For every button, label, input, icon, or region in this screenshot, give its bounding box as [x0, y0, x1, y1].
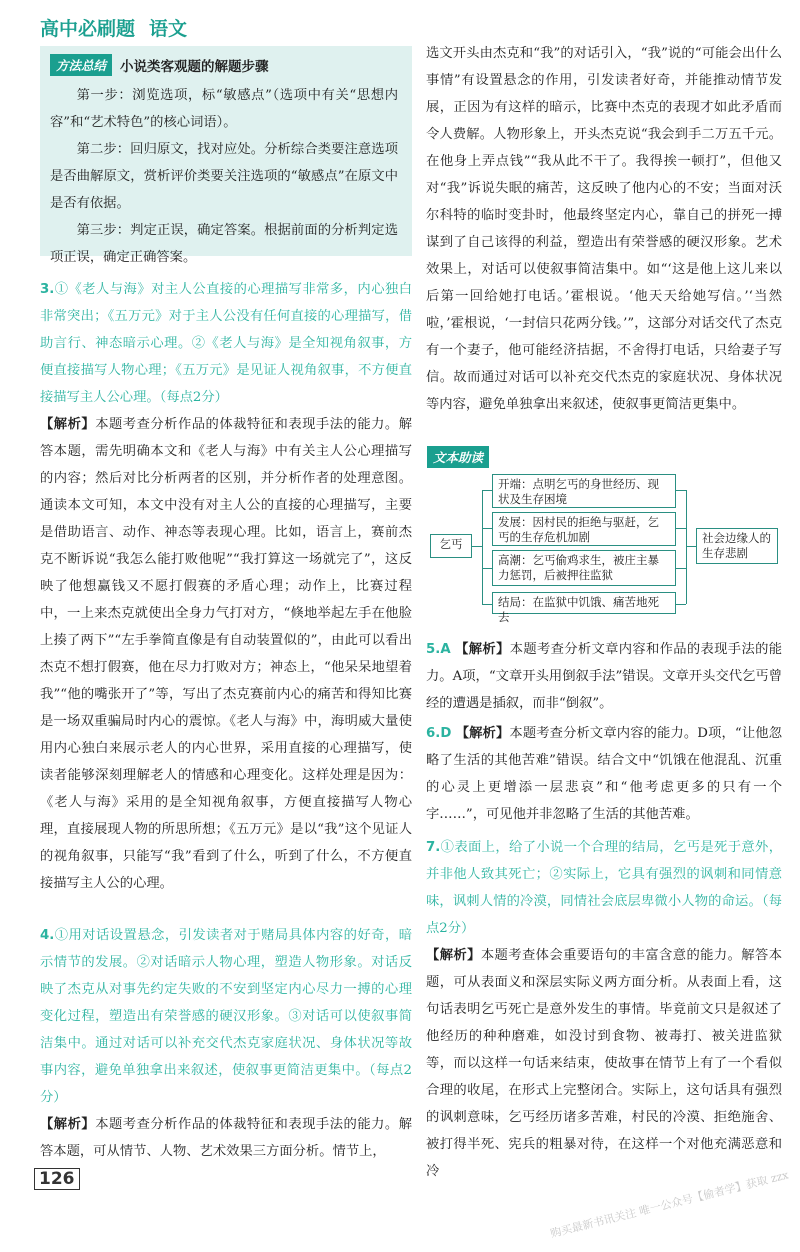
question-7 — [426, 834, 782, 1185]
subject-label: 语文 — [149, 18, 188, 40]
question-5 — [426, 636, 782, 717]
page-header — [40, 14, 420, 44]
method-summary-title: 小说类客观题的解题步骤 — [120, 59, 269, 75]
page-number: 126 — [34, 1168, 80, 1190]
analysis-label: 【解析】 — [40, 417, 96, 432]
analysis-text: 本题考查分析文章内容的能力。D项，“让他忽略了生活的其他苦难”错误。结合文中“饥饿在他混乱、沉重的心灵上更增添一层悲哀”和“他考虑更多的只有一个字……”，可见他并非忽略了生活的其他苦难。 — [426, 726, 782, 822]
question-number: 6. — [426, 726, 441, 741]
watermark: 购买最新书讯关注 唯一公众号【偷者学】获取 zzx — [549, 1168, 790, 1241]
question-4 — [40, 922, 412, 1165]
answer-text: ①用对话设置悬念，引发读者对于赌局具体内容的好奇，暗示情节的发展。②对话暗示人物心理，塑造人物形象。对话反映了杰克从对事先约定失败的不安到坚定内心尽力一搏的心理变化过程，塑造出有荣誉感的硬汉形象。③对话可以使叙事简洁集中。通过对话可以补充交代杰克家庭状况、身体状况等故事内容，避免单独拿出来叙述，使叙事更简洁更集中。（每点2分） — [40, 928, 412, 1105]
question-number: 3. — [40, 282, 55, 297]
question-number: 4. — [40, 928, 55, 943]
analysis-label: 【解析】 — [455, 642, 510, 657]
question-number: 7. — [426, 840, 441, 855]
question-6 — [426, 720, 782, 828]
analysis-continued-text: 选文开头由杰克和“我”的对话引入，“我”说的“可能会出什么事情”有设置悬念的作用，引发读者好奇，并能推动情节发展，正因为有这样的暗示，比赛中杰克的表现才如此矛盾而令人费解。人物形象上，开头杰克说“我会到手二万五千元。在他身上弄点钱”“我从此不干了。我得挨一顿打”，但他又对“我”诉说失眠的痛苦，这反映了他内心的不安；当面对沃尔科特的临时变卦时，他最终坚定内心，靠自己的拼死一搏谋到了自己该得的利益，塑造出有荣誉感的硬汉形象。艺术效果上，对话可以使叙事简洁集中。如“‘这是他上这儿来以后第一回给她打电话。’霍根说。‘他天天给她写信。’‘当然啦，’霍根说，‘一封信只花两分钱。’”，这部分对话交代了杰克有一个妻子，他可能经济拮据，不舍得打电话，只给妻子写信。故而通过对话可以补充交代杰克的家庭状况、身体状况等内容，避免单独拿出来叙述，使叙事更简洁更集中。 — [426, 46, 782, 412]
summary-step-3: 第三步：判定正误，确定答案。根据前面的分析判定选项正误，确定正确答案。 — [50, 223, 398, 265]
mindmap-theme: 社会边缘人的生存悲剧 — [696, 528, 778, 564]
summary-step-2: 第二步：回归原文，找对应处。分析综合类要注意选项是否曲解原文，赏析评价类要关注选项的“敏感点”在原文中是否有依据。 — [50, 142, 398, 211]
mindmap-stage-opening: 开端：点明乞丐的身世经历、现状及生存困境 — [492, 474, 676, 508]
book-title: 高中必刷题 — [40, 18, 136, 40]
method-summary-box — [40, 46, 412, 265]
analysis-text: 本题考查体会重要语句的丰富含意的能力。解答本题，可从表面义和深层实际义两方面分析。从表面上看，这句话表明乞丐死亡是意外发生的事情。毕竟前文只是叙述了他经历的种种磨难，如没讨到食物、被毒打、被关进监狱等，而以这样一句话来结束，使故事在情节上有了一个看似合理的收尾，在形式上完整闭合。实际上，这句话具有强烈的讽刺意味，乞丐经历诸多苦难，村民的冷漠、拒绝施舍、被打得半死、宪兵的粗暴对待，在这样一个对他充满恶意和冷 — [426, 948, 783, 1179]
plot-mindmap — [430, 470, 782, 624]
mindmap-root: 乞丐 — [430, 534, 472, 558]
text-guide-tag: 文本助读 — [427, 446, 489, 468]
analysis-text: 本题考查分析作品的体裁特征和表现手法的能力。解答本题，可从情节、人物、艺术效果三方面分析。情节上， — [40, 1117, 413, 1159]
analysis-text: 本题考查分析作品的体裁特征和表现手法的能力。解答本题，需先明确本文和《老人与海》中有关主人公心理描写的内容；然后对比分析两者的区别，并分析作者的处理意图。通读本文可知，本文中没有对主人公的直接的心理描写，主要是借助语言、动作、神态等表现心理。比如，语言上，赛前杰克不断诉说“我怎么能打败他呢”“我打算这一场就完了”，这反映了他想赢钱又不愿打假赛的矛盾心理；动作上，比赛过程中，一上来杰克就使出全身力气打对方，“倏地举起左手在他脸上揍了两下”“左手拳简直像是有自动装置似的”，由此可以看出杰克不想打假赛，他在尽力打败对方；神态上，“他呆呆地望着我”“他的嘴张开了”等，写出了杰克赛前内心的痛苦和得知比赛是一场双重骗局时内心的震惊。《老人与海》中，海明威大量使用内心独白来展示老人的内心世界，采用直接的心理描写，使读者能够深刻理解老人的情感和心理变化。这样处理是因为：《老人与海》采用的是全知视角叙事，方便直接描写人物心理，直接展现人物的所思所想；《五万元》是以“我”这个见证人的视角叙事，只能写“我”看到了什么，听到了什么，不方便直接描写主人公的心理。 — [40, 417, 413, 891]
method-summary-tag: 方法总结 — [50, 54, 112, 76]
question-3 — [40, 276, 412, 897]
mindmap-stage-ending: 结局：在监狱中饥饿、痛苦地死去 — [492, 592, 676, 614]
answer-text: ①《老人与海》对主人公直接的心理描写非常多，内心独白非常突出；《五万元》对于主人公没有任何直接的心理描写，借助言行、神态暗示心理。②《老人与海》是全知视角叙事，方便直接描写人物心理；《五万元》是见证人视角叙事，不方便直接描写主人公心理。（每点2分） — [40, 282, 412, 405]
answer-text: ①表面上，给了小说一个合理的结局，乞丐是死于意外，并非他人致其死亡；②实际上，它具有强烈的讽刺和同情意味，讽刺人情的冷漠，同情社会底层卑微小人物的命运。（每点2分） — [426, 840, 782, 936]
answer-choice: D — [440, 726, 452, 741]
analysis-text: 本题考查分析文章内容和作品的表现手法的能力。A项，“文章开头用倒叙手法”错误。文章开头交代乞丐曾经的遭遇是插叙，而非“倒叙”。 — [426, 642, 782, 711]
mindmap-stage-development: 发展：因村民的拒绝与驱赶，乞丐的生存危机加剧 — [492, 512, 676, 546]
analysis-label: 【解析】 — [426, 948, 481, 963]
question-number: 5. — [426, 642, 441, 657]
summary-step-1: 第一步：浏览选项，标“敏感点”（选项中有关“思想内容”和“艺术特色”的核心词语）。 — [50, 88, 398, 130]
mindmap-stage-climax: 高潮：乞丐偷鸡求生，被庄主暴力惩罚，后被押往监狱 — [492, 550, 676, 586]
analysis-label: 【解析】 — [455, 726, 510, 741]
analysis-label: 【解析】 — [40, 1117, 96, 1132]
question-4-analysis-continued — [426, 40, 782, 418]
answer-choice: A — [440, 642, 451, 657]
